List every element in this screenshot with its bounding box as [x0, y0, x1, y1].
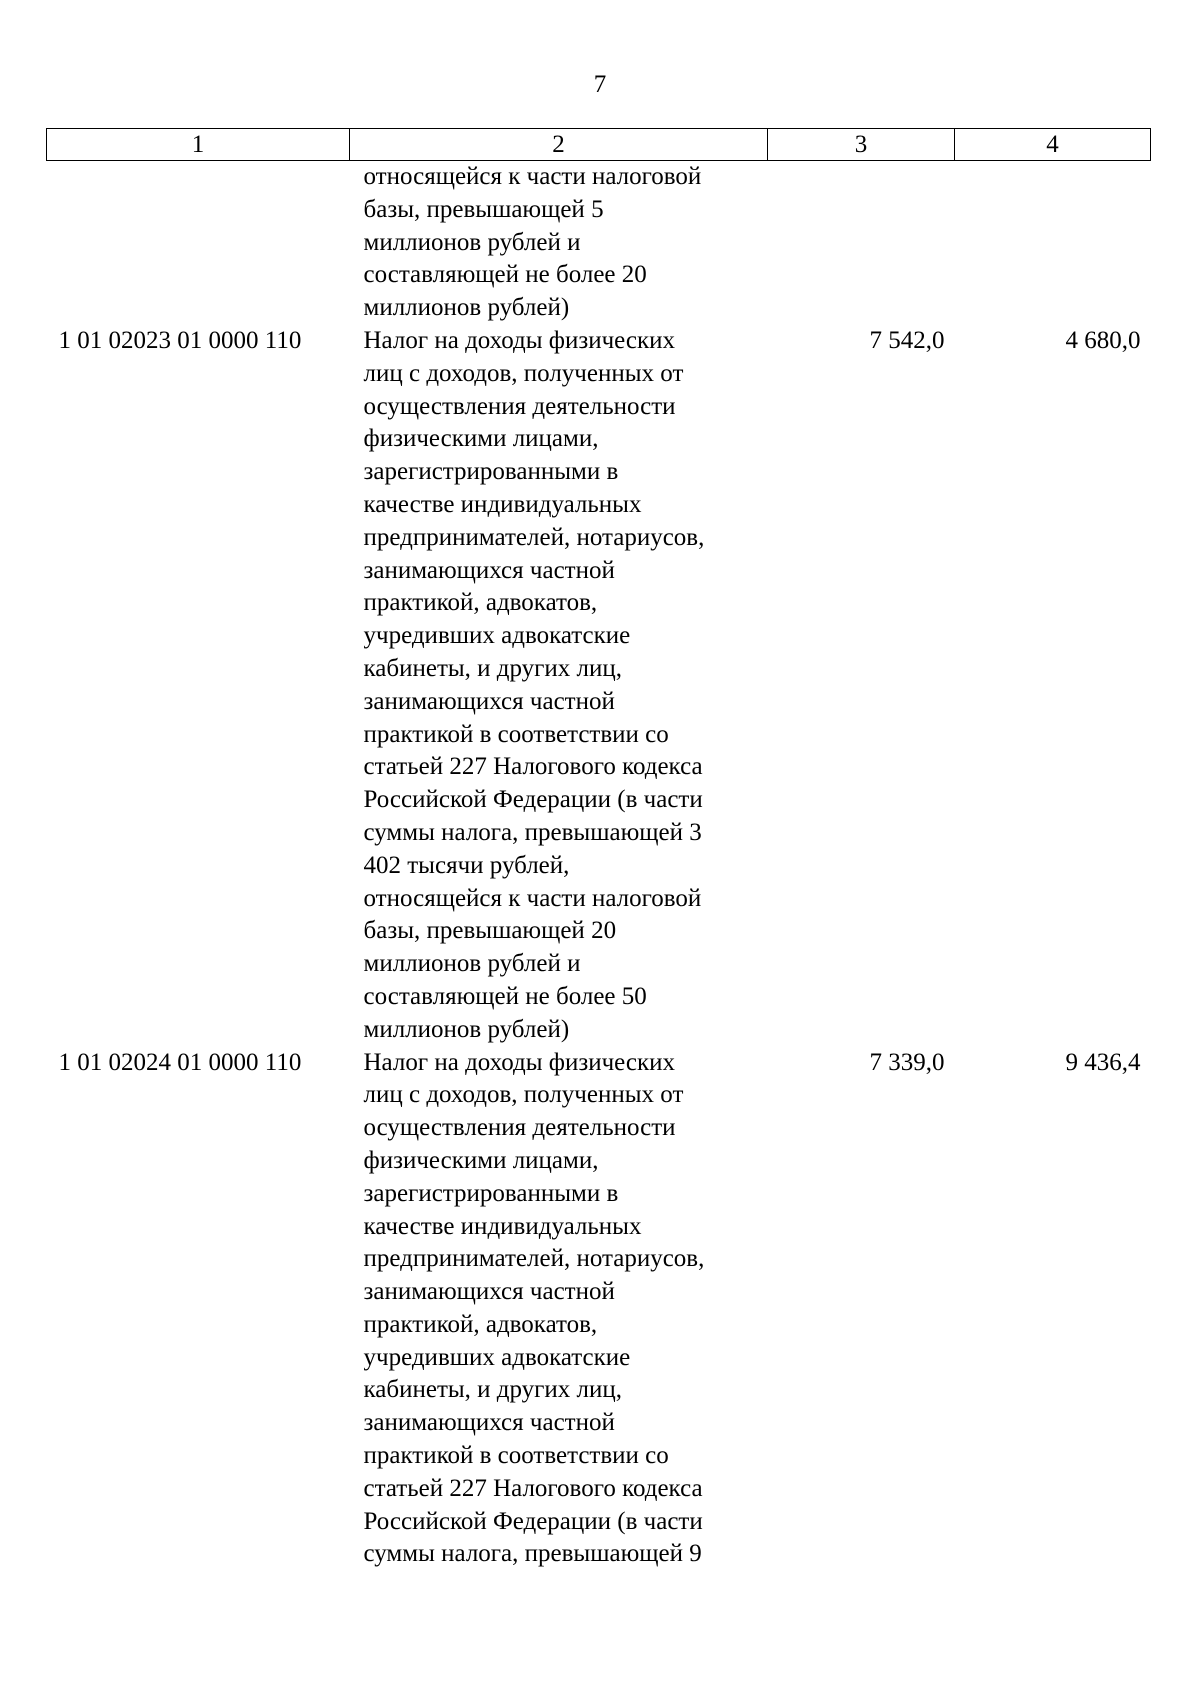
income-name-line: базы, превышающей 5	[363, 195, 604, 223]
income-name-line: кабинеты, и других лиц,	[363, 654, 623, 682]
income-name-line: миллионов рублей)	[363, 1015, 570, 1043]
column-header-3: 3	[768, 129, 955, 161]
income-name-line: практикой в соответствии со	[363, 1442, 669, 1470]
income-name-line: суммы налога, превышающей 9	[363, 1540, 702, 1568]
table-row	[47, 325, 1151, 1047]
income-name-line: кабинеты, и других лиц,	[363, 1376, 623, 1404]
table-header	[47, 129, 1151, 161]
income-name-line: практикой, адвокатов,	[363, 1310, 598, 1338]
income-name-line: практикой в соответствии со	[363, 720, 669, 748]
column-header-2: 2	[350, 129, 768, 161]
table-row	[47, 161, 1151, 325]
income-name-cell	[350, 1047, 768, 1572]
income-name-line: предпринимателей, нотариусов,	[363, 1245, 705, 1273]
income-name-line: занимающихся частной	[363, 1278, 615, 1306]
income-name-line: учредивших адвокатские	[363, 622, 631, 650]
income-name-line: лиц с доходов, полученных от	[363, 1081, 684, 1109]
header-row	[47, 129, 1151, 161]
budget-table	[46, 128, 1151, 1571]
income-name-line: относящейся к части налоговой	[363, 884, 702, 912]
income-name-line: 402 тысячи рублей,	[363, 851, 570, 879]
income-name-line: Налог на доходы физических	[363, 1048, 676, 1076]
income-name-line: зарегистрированными в	[363, 458, 619, 486]
table-row	[47, 1047, 1151, 1572]
amount-col3-cell: 7 542,0	[869, 326, 945, 354]
income-name-line: Российской Федерации (в части	[363, 786, 703, 814]
income-name-line: базы, превышающей 20	[363, 917, 617, 945]
income-name-line: предпринимателей, нотариусов,	[363, 523, 705, 551]
income-name-line: статьей 227 Налогового кодекса	[363, 1474, 703, 1502]
income-name-cell	[350, 325, 768, 1047]
income-name-line: зарегистрированными в	[363, 1179, 619, 1207]
income-name-line: осуществления деятельности	[363, 1114, 676, 1142]
income-name-line: занимающихся частной	[363, 687, 615, 715]
amount-col4-cell: 9 436,4	[1065, 1048, 1141, 1076]
amount-col3-cell: 7 339,0	[869, 1048, 945, 1076]
income-name-line: статьей 227 Налогового кодекса	[363, 753, 703, 781]
income-name-cell	[350, 161, 768, 325]
income-name-line: лиц с доходов, полученных от	[363, 359, 684, 387]
page-number: 7	[593, 71, 607, 98]
income-name-line: суммы налога, превышающей 3	[363, 818, 702, 846]
income-name-line: качестве индивидуальных	[363, 490, 642, 518]
income-name-line: составляющей не более 50	[363, 982, 647, 1010]
income-name-line: составляющей не более 20	[363, 261, 647, 289]
income-name-line: миллионов рублей)	[363, 294, 570, 322]
amount-col4-cell	[955, 161, 1151, 325]
income-name-line: миллионов рублей и	[363, 950, 581, 978]
income-name-line: качестве индивидуальных	[363, 1212, 642, 1240]
income-name-line: учредивших адвокатские	[363, 1343, 631, 1371]
amount-col3-cell	[768, 161, 955, 325]
income-name-line: относящейся к части налоговой	[363, 163, 702, 190]
budget-code-cell: 1 01 02023 01 0000 110	[58, 326, 302, 354]
income-name-line: практикой, адвокатов,	[363, 589, 598, 617]
income-name-line: занимающихся частной	[363, 556, 615, 584]
column-header-1: 1	[47, 129, 350, 161]
income-name-line: физическими лицами,	[363, 1146, 599, 1174]
income-name-line: физическими лицами,	[363, 425, 599, 453]
income-name-line: осуществления деятельности	[363, 392, 676, 420]
amount-col4-cell: 4 680,0	[1065, 326, 1141, 354]
income-name-line: Налог на доходы физических	[363, 326, 676, 354]
income-name-line: миллионов рублей и	[363, 228, 581, 256]
income-name-line: занимающихся частной	[363, 1409, 615, 1437]
income-name-line: Российской Федерации (в части	[363, 1507, 703, 1535]
budget-code-cell: 1 01 02024 01 0000 110	[58, 1048, 302, 1076]
table-body	[47, 161, 1151, 1572]
budget-code-cell	[47, 161, 350, 325]
column-header-4: 4	[955, 129, 1151, 161]
